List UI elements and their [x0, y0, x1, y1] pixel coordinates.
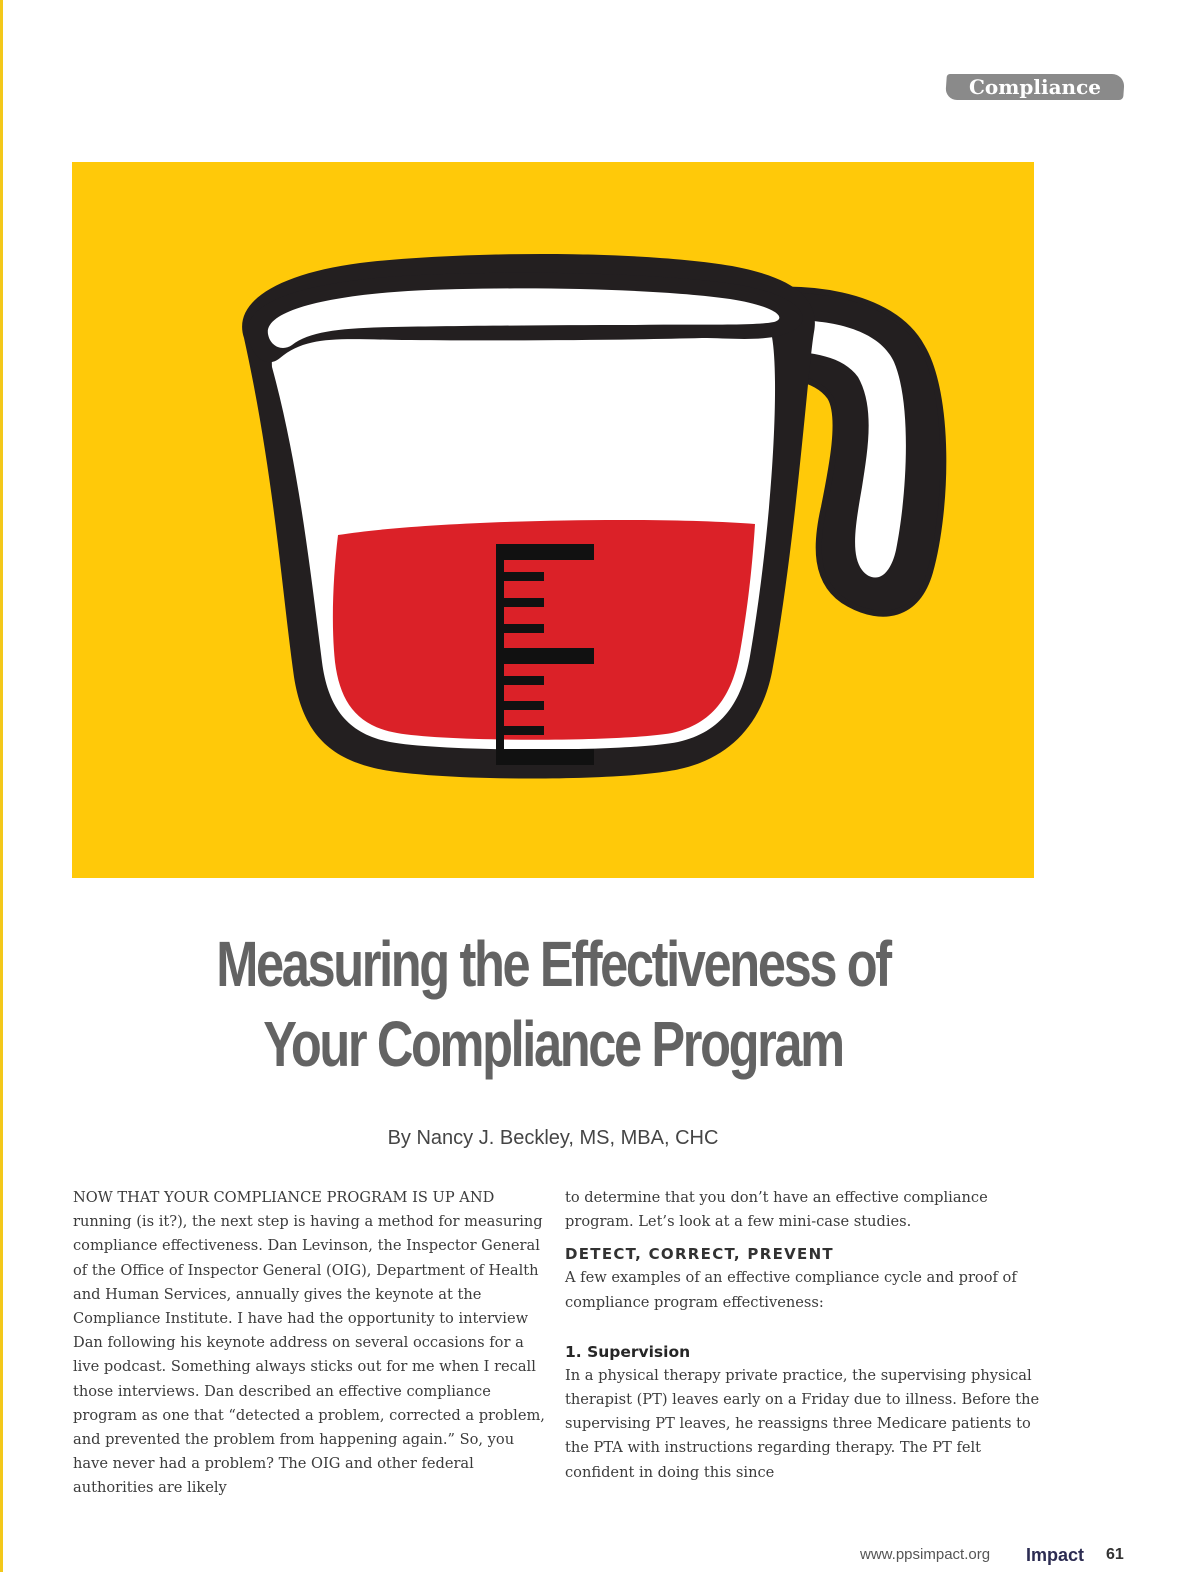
lead-in-caps: NOW THAT YOUR COMPLIANCE PROGRAM IS UP AND	[73, 1189, 495, 1206]
section-heading: DETECT, CORRECT, PREVENT	[565, 1245, 834, 1264]
section-tag: Compliance	[968, 75, 1101, 99]
page-edge-rule	[0, 0, 3, 1572]
article-title-line-2: Your Compliance Program	[263, 1008, 843, 1080]
article-byline: By Nancy J. Beckley, MS, MBA, CHC	[387, 1127, 719, 1149]
article-title	[72, 924, 1034, 1084]
article-left-column	[73, 1186, 547, 1501]
supervision-paragraph: In a physical therapy private practice, the supervising physical therapist (PT) leaves early on a Friday due to illness. Before the supervising PT leaves, he reassigns three Medicare patients to the PTA with instructions regarding therapy. The PT felt confident in doing this since	[565, 1366, 1040, 1481]
footer-brand: Impact	[1026, 1545, 1085, 1565]
article-right-column	[565, 1186, 1047, 1485]
measuring-cup-body	[242, 254, 815, 779]
measuring-cup-icon	[72, 162, 1034, 878]
article-title-line-1: Measuring the Effectiveness of	[216, 928, 890, 1000]
subheading: 1. Supervision	[565, 1342, 691, 1361]
page-number: 61	[1106, 1546, 1124, 1563]
hero-illustration	[72, 162, 1034, 878]
intro-paragraph-text: running (is it?), the next step is having a method for measuring compliance effectiveness. Dan Levinson, the Inspector General of the Office of Inspector General (OIG), Department of Health and Human Services, annually gives the keynote at the Compliance Institute. I have had the opportunity to interview Dan following his keynote address on several occasions for a live podcast. Something always sticks out for me when I recall those interviews. Dan described an effective compliance program as one that “detected a problem, corrected a problem, and prevented the problem from happening again.” So, you have never had a problem? The OIG and other federal authorities are likely	[73, 1213, 545, 1497]
footer-url: www.ppsimpact.org	[860, 1546, 991, 1563]
continuation-paragraph: to determine that you don’t have an effective compliance program. Let’s look at a few mini-case studies.	[565, 1189, 988, 1231]
section-intro-paragraph: A few examples of an effective compliance cycle and proof of compliance program effectiveness:	[565, 1269, 1017, 1311]
article-intro-paragraph	[73, 1186, 547, 1501]
